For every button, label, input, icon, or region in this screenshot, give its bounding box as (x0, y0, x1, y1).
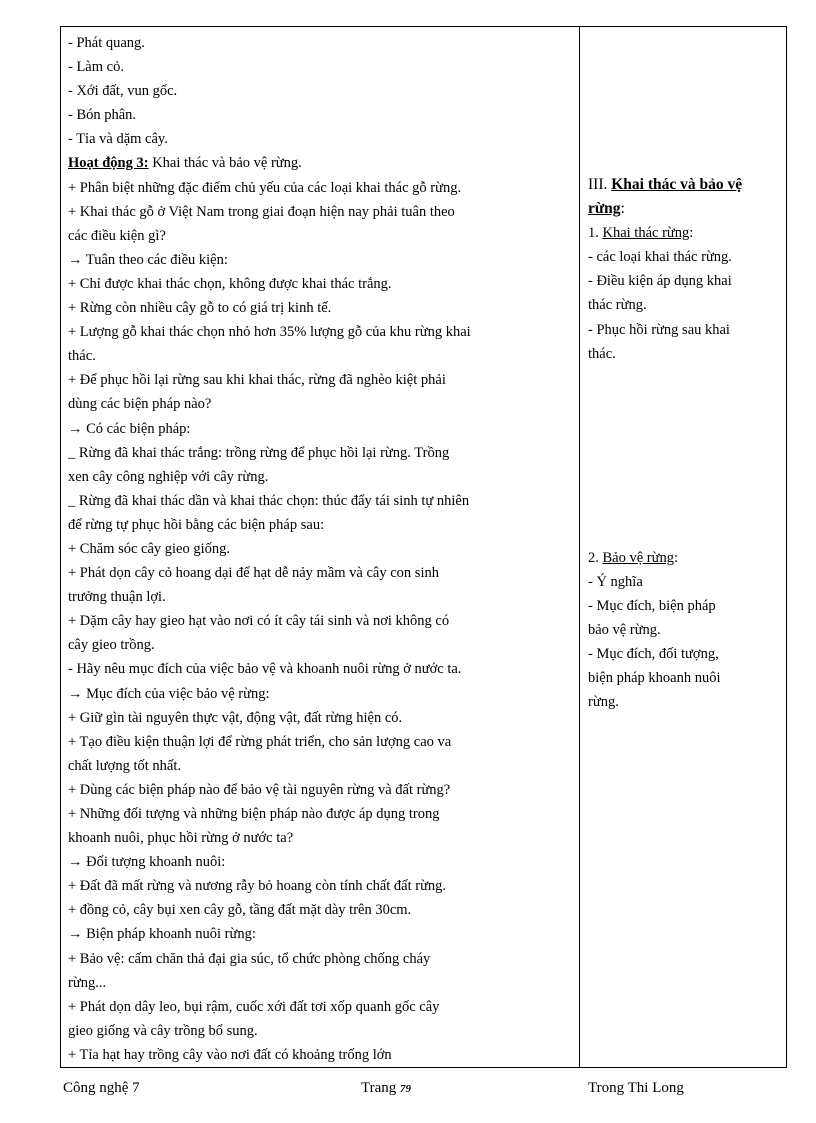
section-3-title-part1: Khai thác và bảo vệ (611, 176, 743, 193)
footer-page-number: 79 (400, 1083, 412, 1095)
list-item: thác. (588, 345, 616, 362)
list-item: - các loại khai thác rừng. (588, 249, 732, 266)
text-line: - Làm cỏ. (68, 59, 124, 76)
text-line: - Tỉa và dặm cây. (68, 131, 168, 148)
subsection-1-title: Khai thác rừng (602, 225, 690, 242)
text-line: + Giữ gìn tài nguyên thực vật, động vật, đất rừng hiện có. (68, 709, 403, 726)
section-3-heading-line1 (588, 173, 786, 197)
section-3-title-part2: rừng (588, 200, 621, 218)
subsection-2-heading: 2. Bảo vệ rừng: (588, 549, 679, 566)
text-line: các điều kiện gì? (68, 227, 166, 244)
activity-title: Khai thác và bảo vệ rừng. (148, 155, 302, 172)
list-item: biện pháp khoanh nuôi (588, 670, 721, 687)
text-line: + Phát dọn dây leo, bụi rậm, cuốc xới đất tơi xốp quanh gốc cây (68, 998, 440, 1015)
text-line: + Đất đã mất rừng và nương rẫy bỏ hoang còn tính chất đất rừng. (68, 878, 447, 895)
text-line: → Có các biện pháp: (68, 420, 191, 437)
text-line: + Để phục hồi lại rừng sau khi khai thác, rừng đã nghèo kiệt phải (68, 372, 446, 389)
text-line: + Chăm sóc cây gieo giống. (68, 540, 231, 557)
text-line: rừng... (68, 974, 107, 991)
content-text (580, 27, 786, 714)
list-item: - Ý nghĩa (588, 573, 643, 590)
footer-author: Trong Thi Long (588, 1080, 684, 1096)
text-line: + Chỉ được khai thác chọn, không được khai thác trắng. (68, 275, 392, 292)
text-line: gieo giống và cây trồng bổ sung. (68, 1022, 258, 1039)
text-line: + Phân biệt những đặc điểm chủ yếu của các loại khai thác gỗ rừng. (68, 179, 462, 196)
subsection-2-title: Bảo vệ rừng (602, 549, 674, 566)
text-line: thác. (68, 348, 96, 365)
text-line: + Dặm cây hay gieo hạt vào nơi có ít cây tái sinh và nơi không có (68, 613, 450, 630)
activity-content-list (68, 176, 579, 1067)
care-steps-list (68, 31, 579, 151)
activity-label: Hoạt động 3: (68, 155, 149, 172)
text-line: → Tuân theo các điều kiện: (68, 251, 228, 268)
text-line: trưởng thuận lợi. (68, 589, 166, 606)
text-line: cây gieo trồng. (68, 637, 155, 654)
footer-subject: Công nghệ 7 (63, 1080, 140, 1096)
text-line: + Những đối tượng và những biện pháp nào được áp dụng trong (68, 806, 440, 822)
lesson-table (60, 26, 787, 1068)
section-3-number: III. (588, 176, 612, 193)
activity-column (61, 27, 580, 1068)
text-line: xen cây công nghiệp với cây rừng. (68, 468, 269, 485)
text-line: + Dùng các biện pháp nào để bảo vệ tài nguyên rừng và đất rừng? (68, 781, 451, 798)
subsection-2-list (588, 570, 786, 715)
text-line: + Bảo vệ: cấm chăn thả đại gia súc, tổ chức phòng chống cháy (68, 950, 431, 967)
text-line: + Tạo điều kiện thuận lợi để rừng phát triển, cho sản lượng cao va (68, 733, 452, 750)
text-line: khoanh nuôi, phục hồi rừng ở nước ta? (68, 830, 294, 847)
list-item: rừng. (588, 694, 619, 711)
text-line: + Khai thác gỗ ở Việt Nam trong giai đoạn hiện nay phải tuân theo (68, 203, 455, 220)
list-item: - Phục hồi rừng sau khai (588, 321, 730, 338)
text-line: - Hãy nêu mục đích của việc bảo vệ và khoanh nuôi rừng ở nước ta. (68, 661, 462, 678)
text-line: chất lượng tốt nhất. (68, 757, 181, 774)
subsection-1-heading: 1. Khai thác rừng: (588, 225, 694, 242)
text-line: dùng các biện pháp nào? (68, 396, 212, 413)
list-item: bảo vệ rừng. (588, 622, 661, 639)
text-line: → Mục đích của việc bảo vệ rừng: (68, 685, 270, 702)
text-line: - Xới đất, vun gốc. (68, 83, 178, 100)
text-line: + đồng cỏ, cây bụi xen cây gỗ, tầng đất mặt dày trên 30cm. (68, 902, 412, 919)
text-line: _ Rừng đã khai thác trắng: trồng rừng để phục hồi lại rừng. Trồng (68, 444, 450, 461)
section-3-heading-line2: rừng: (588, 200, 625, 218)
text-line: - Bón phân. (68, 107, 137, 124)
text-line: → Biện pháp khoanh nuôi rừng: (68, 926, 256, 943)
text-line: + Tỉa hạt hay trồng cây vào nơi đất có khoảng trống lớn (68, 1046, 392, 1063)
content-column (580, 27, 787, 1068)
list-item: - Điều kiện áp dụng khai (588, 273, 732, 290)
text-line: _ Rừng đã khai thác dần và khai thác chọn: thúc đẩy tái sinh tự nhiên (68, 492, 470, 509)
text-line: để rừng tự phục hồi bằng các biện pháp sau: (68, 516, 325, 533)
text-line: → Đối tượng khoanh nuôi: (68, 854, 226, 871)
text-line: - Phát quang. (68, 35, 145, 51)
subsection-1-list (588, 245, 786, 365)
list-item: - Mục đích, biện pháp (588, 597, 716, 614)
text-line: + Rừng còn nhiều cây gỗ to có giá trị kinh tế. (68, 300, 332, 317)
activity-text (61, 27, 579, 1067)
footer-page-label: Trang (361, 1080, 401, 1096)
activity-heading (68, 151, 579, 175)
list-item: thác rừng. (588, 297, 647, 314)
text-line: + Lượng gỗ khai thác chọn nhỏ hơn 35% lượng gỗ của khu rừng khai (68, 324, 471, 341)
text-line: + Phát dọn cây cỏ hoang dại để hạt dễ nảy mầm và cây con sinh (68, 565, 439, 582)
footer-page (361, 1080, 411, 1097)
list-item: - Mục đích, đối tượng, (588, 646, 719, 663)
